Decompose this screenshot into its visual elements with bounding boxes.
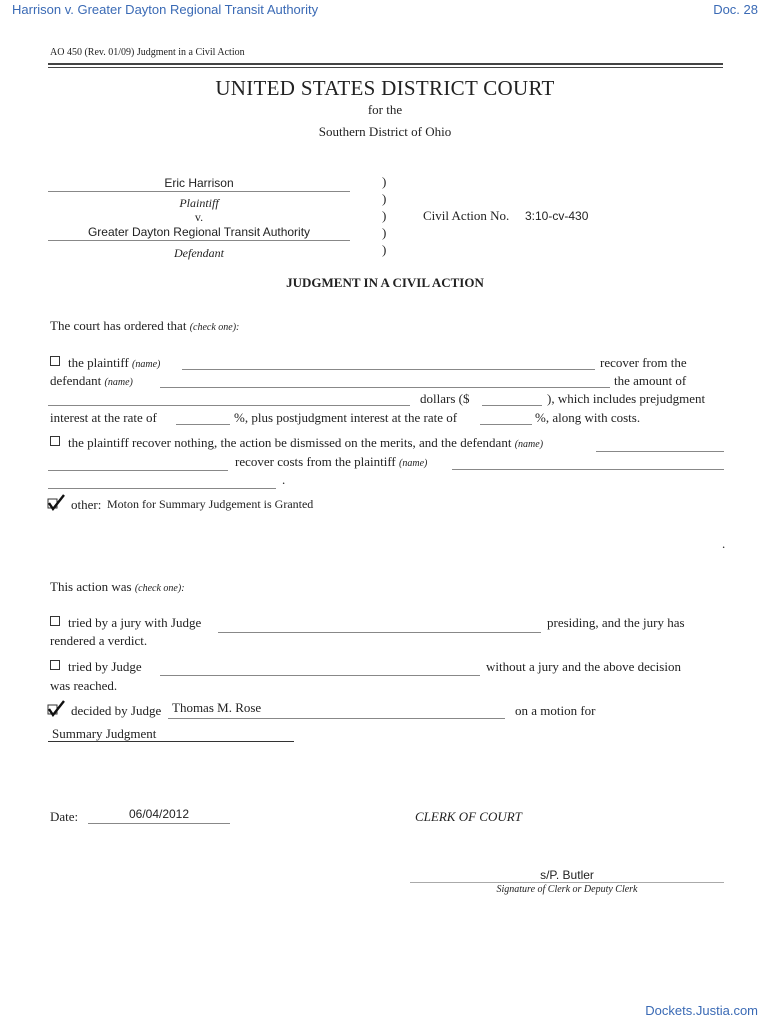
recover-from-text: recover from the [600, 355, 687, 370]
tried-judge-line[interactable] [160, 675, 480, 676]
signature-line[interactable] [410, 882, 724, 883]
defendant-costs-line-2[interactable] [48, 470, 228, 471]
ordered-lead [50, 318, 239, 334]
paren-4: ) [382, 225, 387, 240]
paren-5: ) [382, 242, 387, 257]
amount-of-text: the amount of [614, 373, 687, 388]
judgment-title: JUDGMENT IN A CIVIL ACTION [286, 275, 484, 290]
checkmark-icon[interactable] [47, 494, 67, 512]
tried-judge-text: tried by Judge [68, 659, 142, 674]
check-one-note-2: (check one): [134, 583, 185, 594]
plaintiff-costs-line-2[interactable] [48, 488, 276, 489]
checkbox-tried-judge[interactable] [50, 660, 60, 670]
defendant-name: Greater Dayton Regional Transit Authority [87, 225, 311, 239]
option-plaintiff-recover [50, 355, 160, 371]
motion-name: Summary Judgment [52, 726, 157, 741]
plaintiff-name: Eric Harrison [164, 176, 234, 190]
postjudgment-text: %, plus postjudgment interest at the rate of [234, 410, 458, 425]
recover-nothing-text: the plaintiff recover nothing, the action be dismissed on the merits, and the defendant [68, 435, 512, 450]
ordered-lead-text: The court has ordered that [50, 318, 187, 333]
defendant-costs-line[interactable] [596, 451, 724, 452]
option-tried-judge [50, 659, 142, 675]
other-text: Moton for Summary Judgement is Granted [107, 497, 314, 511]
interest-rate-line[interactable] [176, 424, 230, 425]
plaintiff-costs-line[interactable] [452, 469, 724, 470]
paren-3: ) [382, 208, 387, 223]
judge-name: Thomas M. Rose [172, 700, 262, 715]
paren-1: ) [382, 174, 387, 189]
presiding-text: presiding, and the jury has [547, 615, 685, 630]
jury-text: tried by a jury with Judge [68, 615, 202, 630]
checkbox-jury[interactable] [50, 616, 60, 626]
for-the: for the [367, 102, 403, 117]
date-line[interactable] [88, 823, 230, 824]
plaintiff-text: the plaintiff [68, 355, 129, 370]
date-label: Date: [50, 809, 79, 824]
dollars-amount-line[interactable] [482, 405, 542, 406]
action-lead-text: This action was [50, 579, 132, 594]
option2-period: . [282, 472, 286, 487]
clerk-of-court: CLERK OF COURT [415, 809, 522, 824]
verdict-text: rendered a verdict. [50, 633, 148, 648]
court-name: UNITED STATES DISTRICT COURT [215, 76, 555, 100]
decided-text: decided by Judge [71, 703, 162, 718]
name-note-4: (name) [399, 458, 428, 469]
case-title-link[interactable]: Harrison v. Greater Dayton Regional Transit Authority [12, 2, 319, 17]
check-one-note: (check one): [189, 322, 240, 333]
checkbox-plaintiff-recover[interactable] [50, 356, 60, 366]
jury-judge-line[interactable] [218, 632, 541, 633]
doc-number-link[interactable]: Doc. 28 [713, 2, 758, 17]
checkmark-icon-decided[interactable] [47, 700, 67, 718]
option3-period: . [722, 536, 726, 551]
postjudgment-rate-line[interactable] [480, 424, 532, 425]
name-note-2: (name) [104, 377, 133, 388]
defendant-label: Defendant [174, 246, 224, 260]
dollars-words-line[interactable] [48, 405, 410, 406]
name-note-3: (name) [514, 439, 544, 450]
recover-costs-row [235, 454, 427, 470]
motion-line[interactable] [48, 741, 294, 742]
option-recover-nothing [50, 435, 543, 451]
source-link[interactable]: Dockets.Justia.com [645, 1003, 758, 1018]
district-name: Southern District of Ohio [318, 124, 452, 139]
recover-costs-text: recover costs from the plaintiff [235, 454, 396, 469]
checkbox-recover-nothing[interactable] [50, 436, 60, 446]
dollars-text: dollars ($ [420, 391, 470, 406]
plaintiff-name-line[interactable] [182, 369, 595, 370]
plaintiff-label: Plaintiff [179, 196, 219, 210]
top-rule-thin [48, 67, 723, 68]
without-jury-text: without a jury and the above decision [486, 659, 681, 674]
paren-2: ) [382, 191, 387, 206]
defendant-line [48, 240, 350, 241]
reached-text: was reached. [50, 678, 118, 693]
versus-label: v. [194, 210, 204, 224]
prejudgment-text: ), which includes prejudgment [547, 391, 706, 406]
action-lead [50, 579, 185, 595]
defendant-text: defendant [50, 373, 102, 388]
plaintiff-line [48, 191, 350, 192]
signature-value: s/P. Butler [540, 868, 594, 882]
motion-for-text: on a motion for [515, 703, 596, 718]
top-rule-thick [48, 63, 723, 65]
civil-action-label: Civil Action No. [423, 208, 510, 223]
costs-text: %, along with costs. [535, 410, 641, 425]
civil-action-number: 3:10-cv-430 [525, 209, 589, 223]
defendant-text-row [50, 373, 133, 389]
date-value: 06/04/2012 [128, 807, 190, 821]
defendant-name-line[interactable] [160, 387, 610, 388]
name-note-1: (name) [132, 359, 161, 370]
option-jury [50, 615, 201, 631]
other-label: other: [71, 497, 102, 512]
decided-judge-line[interactable] [168, 718, 505, 719]
interest-rate-text: interest at the rate of [50, 410, 157, 425]
form-code: AO 450 (Rev. 01/09) Judgment in a Civil Action [50, 47, 245, 58]
signature-label: Signature of Clerk or Deputy Clerk [496, 884, 638, 895]
